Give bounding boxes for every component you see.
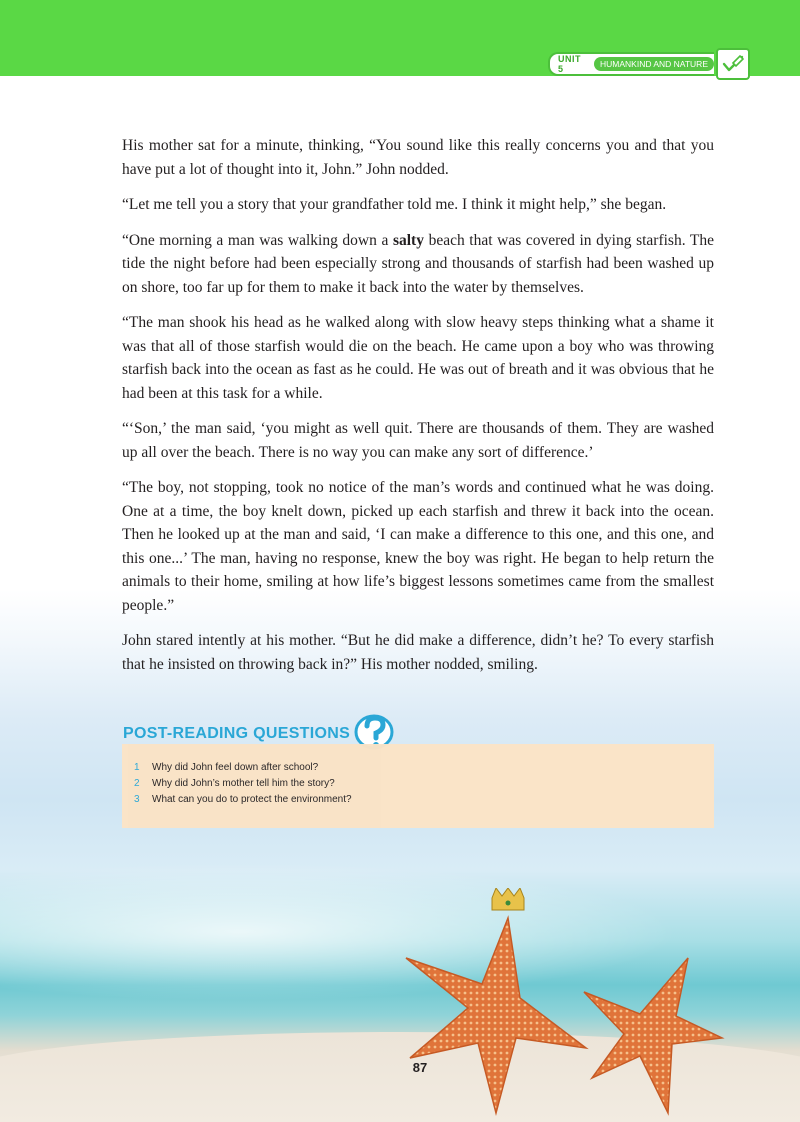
question-number: 3 bbox=[134, 794, 140, 805]
unit-tab bbox=[548, 52, 714, 76]
question-item bbox=[134, 792, 714, 808]
starfish-illustration bbox=[396, 888, 726, 1122]
story-paragraph-5: “‘Son,’ the man said, ‘you might as well quit. There are thousands of them. They are washed up all over the beach. There is no way you can make any sort of difference.’ bbox=[122, 420, 714, 461]
story-paragraph-1: His mother sat for a minute, thinking, “You sound like this really concerns you and that you have put a lot of thought into it, John.” John nodded. bbox=[122, 137, 714, 178]
page-number: 87 bbox=[412, 1060, 428, 1075]
starfish-small bbox=[584, 958, 722, 1113]
story-paragraph-7: John stared intently at his mother. “But he did make a difference, didn’t he? To every starfish that he insisted on throwing back in?” His mother nodded, smiling. bbox=[122, 632, 714, 673]
post-reading-title: POST-READING QUESTIONS bbox=[123, 725, 351, 742]
story-paragraph-6: “The boy, not stopping, took no notice of the man’s words and continued what he was doing. One at a time, the boy knelt down, picked up each starfish and threw it back into the ocean. Then he looked up at the man and said, ‘I can make a difference to this one, and this one, and this one...’ The man, having no response, knew the boy was right. He began to help return the animals to their home, smiling at how life’s biggest lessons sometimes came from the smallest people.” bbox=[122, 479, 714, 614]
pen-check-icon bbox=[716, 48, 750, 80]
question-item bbox=[134, 760, 714, 776]
story-paragraph-4: “The man shook his head as he walked along with slow heavy steps thinking what a shame it was that all of those starfish would die on the beach. He came upon a boy who was throwing starfish back into the ocean as fast as he could. He was out of breath and it was obvious that he had been at this task for a while. bbox=[122, 314, 714, 402]
unit-title: HUMANKIND AND NATURE bbox=[594, 57, 714, 71]
question-text: What can you do to protect the environment? bbox=[152, 794, 352, 805]
question-number: 1 bbox=[134, 762, 140, 773]
question-text: Why did John’s mother tell him the story? bbox=[152, 778, 335, 789]
story-paragraph-3-end: beach that was covered in dying starfish. The tide the night before had been especially strong and thousands of starfish had been washed up on shore, too far up for them to make it back into the water by themselves. bbox=[122, 231, 714, 296]
vocabulary-word-salty: salty bbox=[392, 231, 424, 249]
story-paragraph-3-start: “One morning a man was walking down a bbox=[122, 231, 393, 249]
post-reading-questions-box bbox=[122, 744, 714, 828]
unit-label: UNIT 5 bbox=[558, 54, 581, 74]
question-text: Why did John feel down after school? bbox=[152, 762, 319, 773]
crown-icon bbox=[492, 888, 524, 910]
starfish-large bbox=[406, 918, 586, 1113]
question-list bbox=[122, 744, 714, 808]
question-number: 2 bbox=[134, 778, 140, 789]
story-paragraph-2: “Let me tell you a story that your grandfather told me. I think it might help,” she began. bbox=[122, 196, 667, 213]
question-item bbox=[134, 776, 714, 792]
story-paragraph-3 bbox=[122, 229, 714, 300]
story-text bbox=[122, 134, 714, 688]
